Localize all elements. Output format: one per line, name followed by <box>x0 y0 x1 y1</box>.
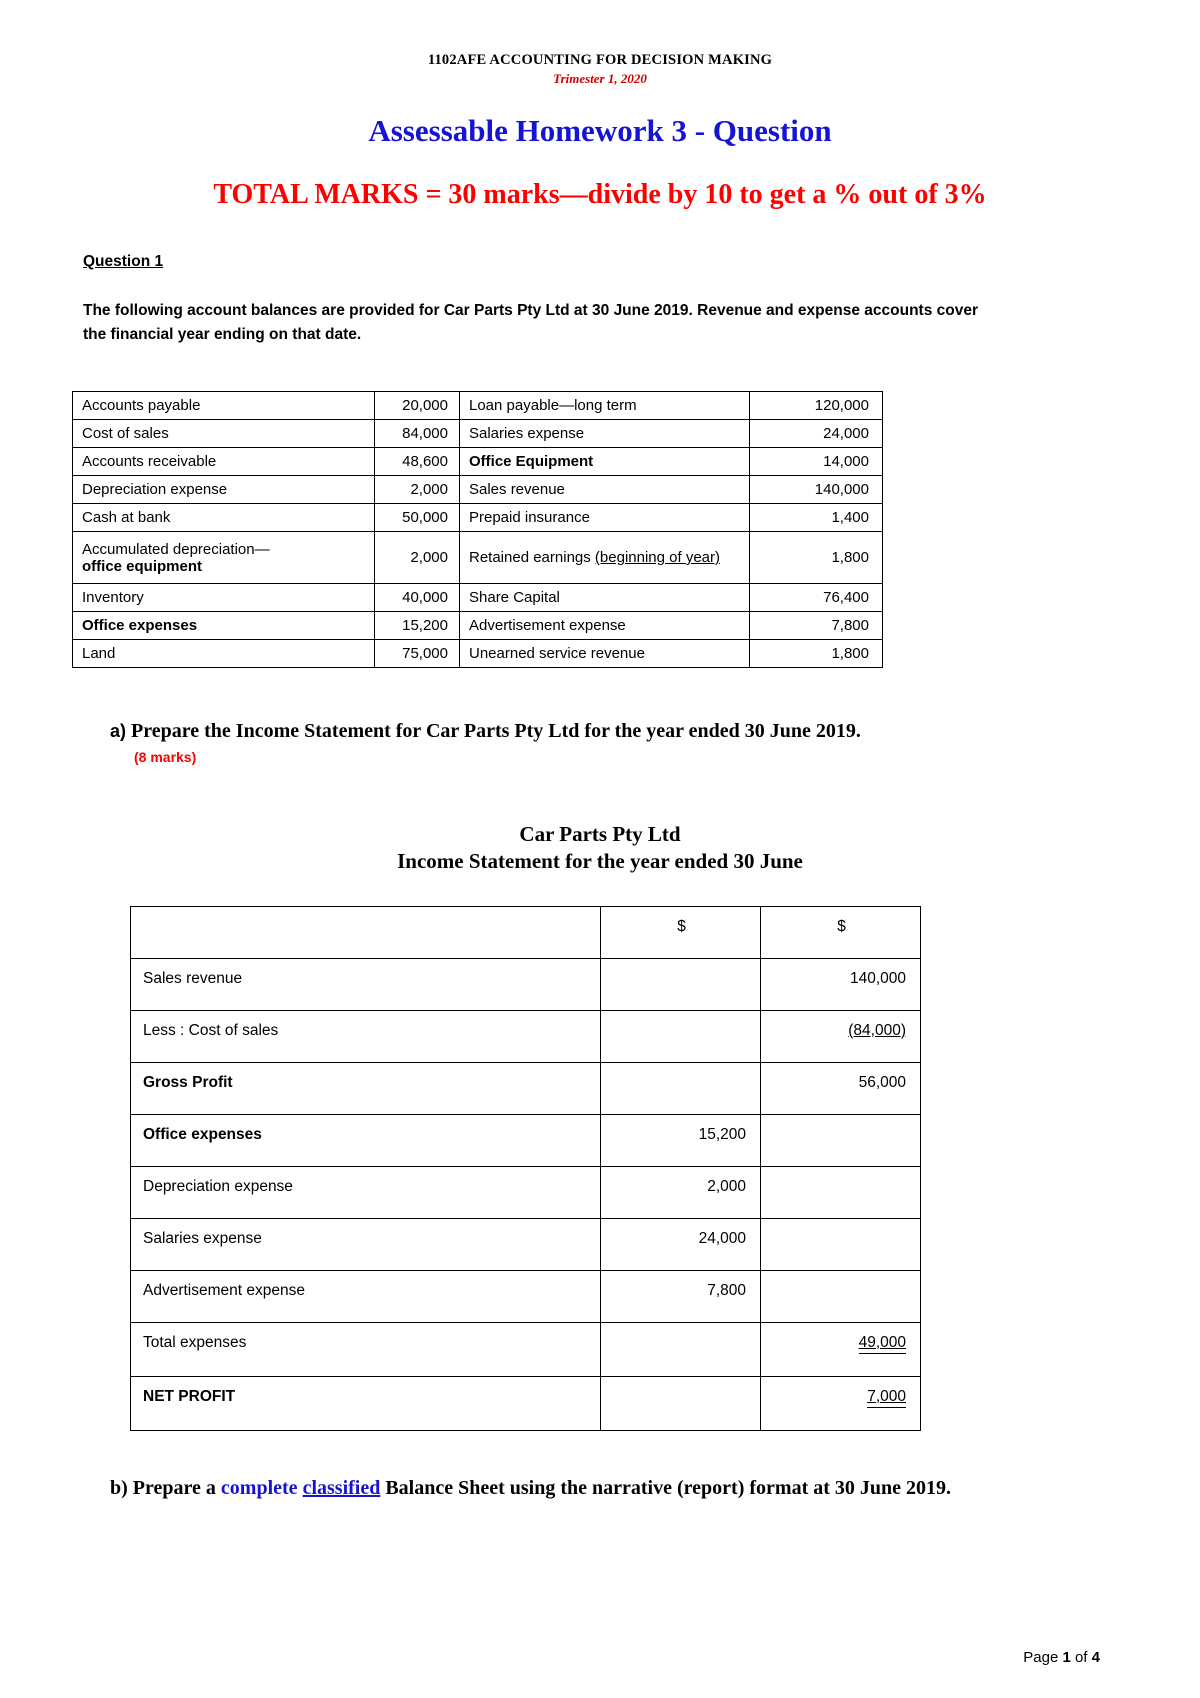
table-row <box>73 392 883 420</box>
line-item-col1 <box>601 1062 761 1114</box>
part-b-complete: complete <box>220 1476 298 1499</box>
balance-label: Retained earnings (beginning of year) <box>460 532 750 584</box>
balance-label: Prepaid insurance <box>460 504 750 532</box>
balance-label: Share Capital <box>460 584 750 612</box>
currency-header-2: $ <box>761 906 921 958</box>
balance-amount: 120,000 <box>750 392 883 420</box>
balance-amount: 75,000 <box>375 640 460 668</box>
table-row <box>131 1010 921 1062</box>
table-row <box>131 1270 921 1322</box>
table-header-row <box>131 906 921 958</box>
footer-middle: of <box>1070 1649 1092 1666</box>
balance-label: Accumulated depreciation— office equipment <box>73 532 375 584</box>
statement-company: Car Parts Pty Ltd <box>519 822 681 847</box>
course-code-line: 1102AFE ACCOUNTING FOR DECISION MAKING <box>427 52 773 68</box>
table-row <box>73 476 883 504</box>
line-item-label: Depreciation expense <box>131 1166 601 1218</box>
footer-total-pages: 4 <box>1091 1649 1100 1666</box>
balance-amount: 7,800 <box>750 612 883 640</box>
line-item-col2: 140,000 <box>761 958 921 1010</box>
table-row <box>131 1218 921 1270</box>
line-item-col1 <box>601 1376 761 1430</box>
table-row <box>73 448 883 476</box>
table-row <box>131 1376 921 1430</box>
line-item-col2: 49,000 <box>761 1322 921 1376</box>
table-row <box>73 584 883 612</box>
table-row <box>73 420 883 448</box>
balance-label: Depreciation expense <box>73 476 375 504</box>
currency-header-1: $ <box>601 906 761 958</box>
part-b-classified: classified <box>302 1476 381 1499</box>
total-marks-line: TOTAL MARKS = 30 marks—divide by 10 to get a % out of 3% <box>213 179 987 210</box>
line-item-label: Salaries expense <box>131 1218 601 1270</box>
balance-amount: 140,000 <box>750 476 883 504</box>
line-item-label: Office expenses <box>131 1114 601 1166</box>
balance-label: Salaries expense <box>460 420 750 448</box>
balance-amount: 14,000 <box>750 448 883 476</box>
balance-amount: 1,800 <box>750 532 883 584</box>
line-item-col2 <box>761 1218 921 1270</box>
footer-page-number: 1 <box>1062 1649 1071 1666</box>
balance-amount: 2,000 <box>375 532 460 584</box>
part-a-instruction <box>110 720 1100 743</box>
balance-label: Unearned service revenue <box>460 640 750 668</box>
balance-amount: 1,400 <box>750 504 883 532</box>
part-b-marker: b) <box>110 1476 128 1499</box>
table-row <box>131 958 921 1010</box>
balance-amount: 15,200 <box>375 612 460 640</box>
footer-prefix: Page <box>1023 1649 1063 1666</box>
balance-amount: 84,000 <box>375 420 460 448</box>
line-item-col1: 7,800 <box>601 1270 761 1322</box>
balance-label: Cost of sales <box>73 420 375 448</box>
balance-label: Cash at bank <box>73 504 375 532</box>
statement-heading <box>100 821 1100 876</box>
page-footer <box>1023 1649 1100 1666</box>
balance-label: Office Equipment <box>460 448 750 476</box>
income-statement-table <box>130 906 921 1431</box>
balance-amount: 76,400 <box>750 584 883 612</box>
balance-label: Advertisement expense <box>460 612 750 640</box>
balance-label: Office expenses <box>73 612 375 640</box>
line-item-label: Less : Cost of sales <box>131 1010 601 1062</box>
line-item-col2: 7,000 <box>761 1376 921 1430</box>
balance-amount: 2,000 <box>375 476 460 504</box>
part-b-instruction <box>110 1477 1100 1500</box>
table-row <box>73 504 883 532</box>
balance-amount: 48,600 <box>375 448 460 476</box>
line-item-label: NET PROFIT <box>131 1376 601 1430</box>
line-item-col1: 15,200 <box>601 1114 761 1166</box>
balance-label: Accounts payable <box>73 392 375 420</box>
balance-label: Loan payable—long term <box>460 392 750 420</box>
balance-label: Accounts receivable <box>73 448 375 476</box>
line-item-col1 <box>601 1322 761 1376</box>
table-row <box>131 1062 921 1114</box>
balance-label: Land <box>73 640 375 668</box>
line-item-col1: 24,000 <box>601 1218 761 1270</box>
line-item-label: Gross Profit <box>131 1062 601 1114</box>
balance-label: Sales revenue <box>460 476 750 504</box>
line-item-col2: (84,000) <box>761 1010 921 1062</box>
question-body: The following account balances are provided for Car Parts Pty Ltd at 30 June 2019. Revenue and expense accounts cover the financial year ending on that date. <box>83 302 978 344</box>
part-a-text: Prepare the Income Statement for Car Parts Pty Ltd for the year ended 30 June 2019. <box>131 720 861 743</box>
balance-amount: 24,000 <box>750 420 883 448</box>
trimester-line: Trimester 1, 2020 <box>553 71 647 86</box>
line-item-col2 <box>761 1166 921 1218</box>
line-item-col1 <box>601 958 761 1010</box>
statement-subtitle: Income Statement for the year ended 30 June <box>397 849 803 874</box>
page-title: Assessable Homework 3 - Question <box>368 113 832 148</box>
line-item-col2 <box>761 1270 921 1322</box>
line-item-col1 <box>601 1010 761 1062</box>
line-item-col2: 56,000 <box>761 1062 921 1114</box>
line-item-col2 <box>761 1114 921 1166</box>
line-item-label: Total expenses <box>131 1322 601 1376</box>
balance-label: Inventory <box>73 584 375 612</box>
balance-amount: 20,000 <box>375 392 460 420</box>
part-a-marker: a) <box>110 721 127 742</box>
part-a-marks: (8 marks) <box>134 749 197 766</box>
account-balances-table <box>72 391 883 668</box>
table-row <box>73 612 883 640</box>
balance-amount: 50,000 <box>375 504 460 532</box>
line-item-label: Sales revenue <box>131 958 601 1010</box>
table-row <box>131 1166 921 1218</box>
table-row <box>73 640 883 668</box>
table-row <box>131 1114 921 1166</box>
question-heading: Question 1 <box>83 253 164 270</box>
balance-amount: 1,800 <box>750 640 883 668</box>
blank-header <box>131 906 601 958</box>
part-b-post: Balance Sheet using the narrative (report) format at 30 June 2019. <box>380 1476 952 1499</box>
table-row <box>73 532 883 584</box>
line-item-label: Advertisement expense <box>131 1270 601 1322</box>
table-row <box>131 1322 921 1376</box>
part-b-pre: Prepare a <box>132 1476 221 1499</box>
balance-amount: 40,000 <box>375 584 460 612</box>
line-item-col1: 2,000 <box>601 1166 761 1218</box>
